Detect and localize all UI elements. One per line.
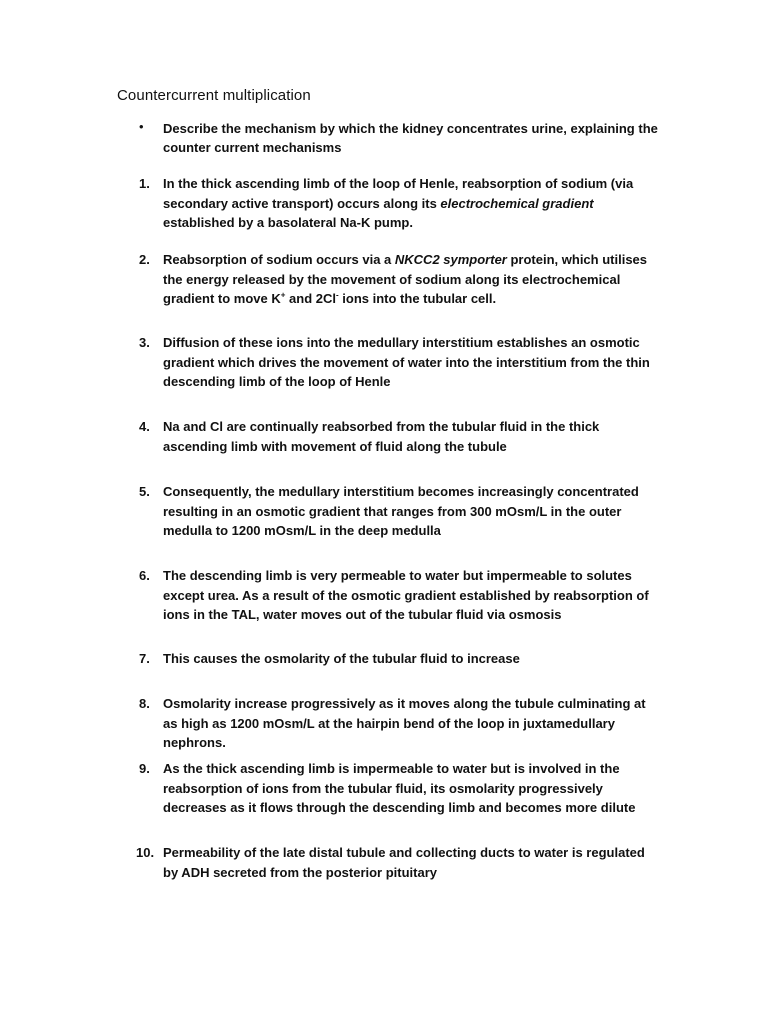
item-text [163,174,663,233]
item-text: Permeability of the late distal tubule and collecting ducts to water is regulated by ADH secreted from the posterior pituitary [163,845,645,880]
item-text: Na and Cl are continually reabsorbed from the tubular fluid in the thick ascending limb with movement of fluid along the tubule [163,419,600,454]
item-text-part: ions into the tubular cell. [338,291,497,306]
superscript: - [336,290,339,300]
item-number: 2. [139,252,150,267]
item-number: 7. [139,651,150,666]
item-number: 1. [139,176,150,191]
item-text: Consequently, the medullary interstitium becomes increasingly concentrated resulting in an osmotic gradient that ranges from 300 mOsm/L in the outer medulla to 1200 mOsm/L in the deep medulla [163,484,639,538]
item-text: Osmolarity increase progressively as it moves along the tubule culminating at as high as 1200 mOsm/L at the hairpin bend of the loop in juxtamedullary nephrons. [163,696,646,750]
item-emphasis: NKCC2 symporter [394,252,507,267]
item-text-part: protein, which utilises the energy released by the movement of sodium along its electrochemical gradient to move K [163,252,648,306]
item-text: This causes the osmolarity of the tubular fluid to increase [163,651,520,666]
item-text [163,250,663,309]
item-text-part: established by a basolateral Na-K pump. [163,215,413,230]
item-number: 3. [139,335,150,350]
item-number: 5. [139,484,150,499]
superscript: + [280,290,286,300]
item-number: 6. [139,568,150,583]
page-title: Countercurrent multiplication [117,87,311,104]
item-text-part: Reabsorption of sodium occurs via a [163,252,395,267]
item-number: 10. [136,845,155,860]
item-text: Diffusion of these ions into the medullary interstitium establishes an osmotic gradient which drives the movement of water into the interstitium from the thin descending limb of the loop of Henle [163,335,650,389]
bullet-mark: • [139,119,144,134]
question-text [163,119,659,157]
item-number: 9. [139,761,150,776]
item-emphasis: electrochemical gradient [440,195,594,211]
item-text-part: In the thick ascending limb of the loop of Henle, reabsorption of sodium (via secondary active transport) occurs along its [163,176,634,211]
item-text-part: and 2Cl [285,291,336,306]
question-text-line-2: counter current mechanisms [163,140,342,155]
question-text-line-1: Describe the mechanism by which the kidney concentrates urine, explaining the [163,121,658,136]
item-number: 4. [139,419,150,434]
item-number: 8. [139,696,150,711]
item-text: The descending limb is very permeable to water but impermeable to solutes except urea. As a result of the osmotic gradient established by reabsorption of ions in the TAL, water moves out of the tubular fluid via osmosis [163,568,649,622]
item-text: As the thick ascending limb is impermeable to water but is involved in the reabsorption of ions from the tubular fluid, its osmolarity progressively decreases as it flows through the descending limb and becomes more dilute [163,761,636,815]
